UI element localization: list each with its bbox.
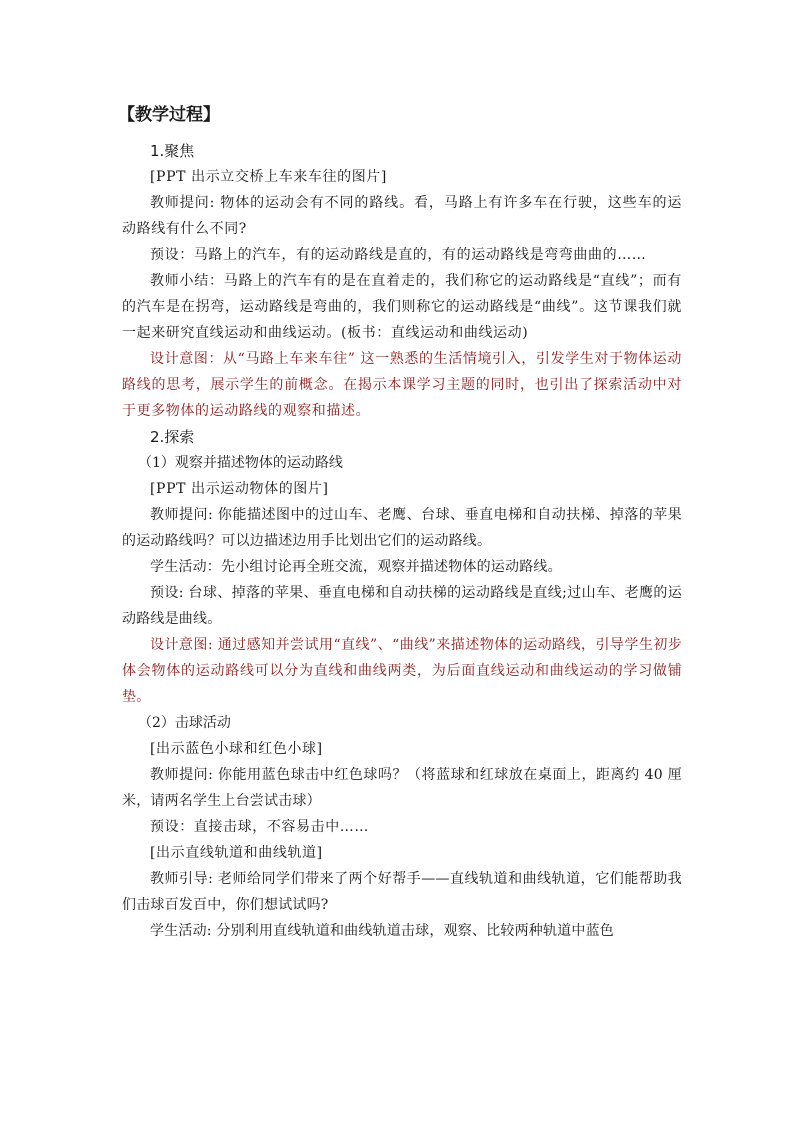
paragraph-ppt-moving-objects: [PPT 出示运动物体的图片]: [150, 481, 329, 497]
subsection-observe-title: （1）观察并描述物体的运动路线: [138, 455, 343, 471]
paragraph-show-tracks: [出示直线轨道和曲线轨道]: [150, 845, 323, 861]
paragraph-prediction-cars: 预设：马路上的汽车，有的运动路线是直的，有的运动路线是弯弯曲曲的……: [150, 247, 647, 263]
paragraph-prediction-hit: 预设：直接击球，不容易击中……: [150, 819, 369, 835]
paragraph-teacher-question-routes: 教师提问: 物体的运动会有不同的路线。看，马路上有许多车在行驶，这些车的运动路线有什么不同?: [122, 195, 682, 237]
paragraph-prediction-lines: 预设: 台球、掉落的苹果、垂直电梯和自动扶梯的运动路线是直线;过山车、老鹰的运动路线是曲线。: [122, 585, 682, 627]
paragraph-teacher-question-describe: 教师提问: 你能描述图中的过山车、老鹰、台球、垂直电梯和自动扶梯、掉落的苹果的运动路线吗？可以边描述边用手比划出它们的运动路线。: [122, 507, 682, 549]
paragraph-show-balls: [出示蓝色小球和红色小球]: [150, 741, 323, 757]
subsection-ball-activity-title: （2）击球活动: [138, 715, 231, 731]
section-explore-title: 2.探索: [150, 428, 195, 446]
paragraph-teacher-question-hit: 教师提问: 你能用蓝色球击中红色球吗？（将蓝球和红球放在桌面上，距离约 40 厘米，请两名学生上台尝试击球）: [122, 767, 682, 809]
paragraph-teacher-summary: 教师小结：马路上的汽车有的是在直着走的，我们称它的运动路线是“直线”；而有的汽车是在拐弯，运动路线是弯曲的，我们则称它的运动路线是“曲线”。这节课我们就一起来研究直线运动和曲线运动。(板书：直线运动和曲线运动): [122, 273, 682, 341]
paragraph-ppt-overpass: [PPT 出示立交桥上车来车往的图片]: [150, 169, 387, 185]
design-intent-explore: 设计意图: 通过感知并尝试用“直线”、“曲线”来描述物体的运动路线，引导学生初步体会物体的运动路线可以分为直线和曲线两类，为后面直线运动和曲线运动的学习做铺垫。: [122, 637, 682, 705]
paragraph-teacher-guide-tracks: 教师引导: 老师给同学们带来了两个好帮手——直线轨道和曲线轨道，它们能帮助我们击球百发百中，你们想试试吗?: [122, 871, 682, 913]
section-focus-title: 1.聚焦: [150, 142, 195, 160]
paragraph-student-activity-tracks: 学生活动: 分别利用直线轨道和曲线轨道击球，观察、比较两种轨道中蓝色: [150, 923, 614, 939]
design-intent-focus: 设计意图：从“马路上车来车往” 这一熟悉的生活情境引入，引发学生对于物体运动路线的思考，展示学生的前概念。在揭示本课学习主题的同时，也引出了探索活动中对于更多物体的运动路线的观察和描述。: [122, 351, 682, 419]
paragraph-student-activity-discuss: 学生活动：先小组讨论再全班交流，观察并描述物体的运动路线。: [150, 559, 562, 575]
document-body: [118, 102, 682, 944]
teaching-process-heading: 【教学过程】: [118, 105, 220, 125]
